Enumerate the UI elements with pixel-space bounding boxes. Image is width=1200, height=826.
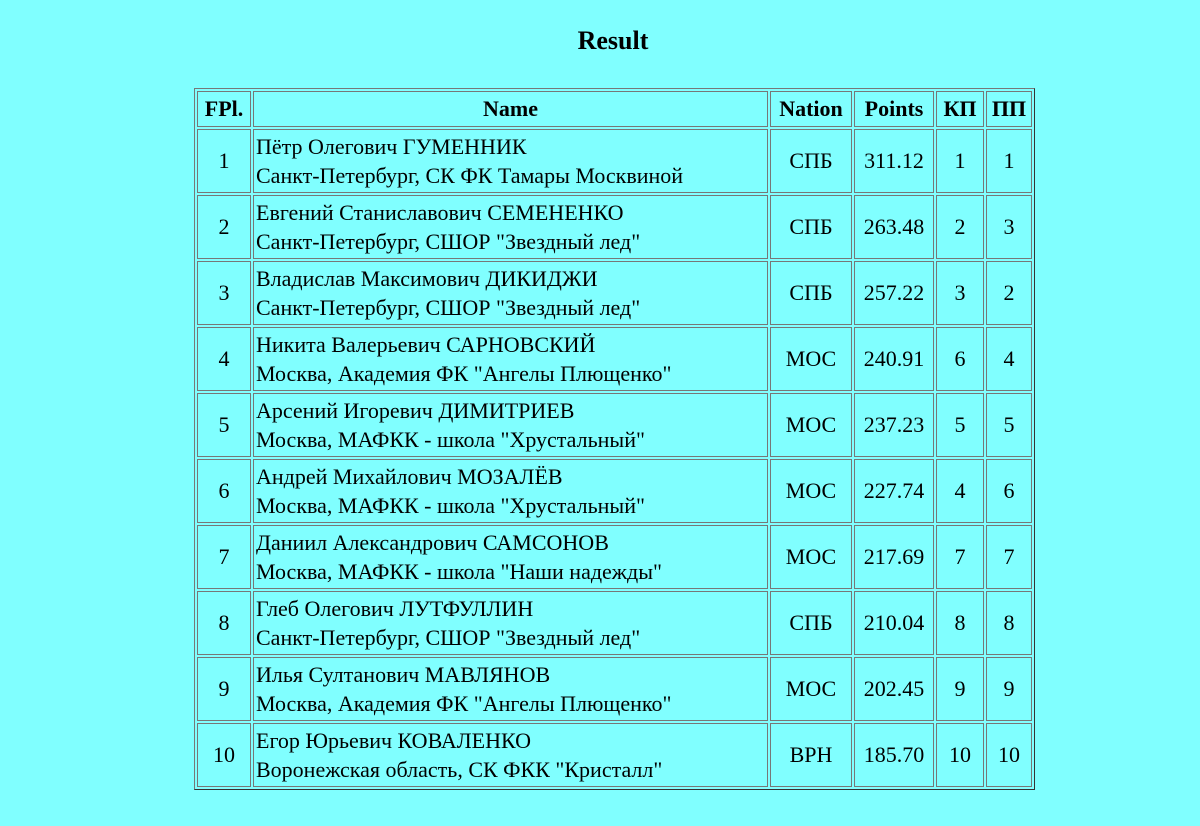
cell-kp: 2 — [936, 195, 984, 259]
cell-name — [253, 261, 768, 325]
cell-kp: 5 — [936, 393, 984, 457]
page-title: Result — [577, 26, 649, 55]
cell-pp: 1 — [986, 129, 1032, 193]
cell-pp: 9 — [986, 657, 1032, 721]
cell-fpl: 10 — [197, 723, 251, 787]
cell-points: 263.48 — [854, 195, 934, 259]
table-row — [197, 459, 1032, 523]
table-row — [197, 723, 1032, 787]
header-pp: ПП — [986, 91, 1032, 127]
skater-name: Никита Валерьевич САРНОВСКИЙ — [256, 332, 596, 357]
cell-fpl: 9 — [197, 657, 251, 721]
cell-fpl: 7 — [197, 525, 251, 589]
cell-name — [253, 525, 768, 589]
cell-kp: 7 — [936, 525, 984, 589]
cell-fpl: 5 — [197, 393, 251, 457]
cell-points: 311.12 — [854, 129, 934, 193]
header-kp: КП — [936, 91, 984, 127]
cell-nation: МОС — [770, 327, 852, 391]
skater-name: Глеб Олегович ЛУТФУЛЛИН — [256, 596, 534, 621]
cell-fpl: 8 — [197, 591, 251, 655]
table-row — [197, 261, 1032, 325]
cell-points: 185.70 — [854, 723, 934, 787]
cell-pp: 10 — [986, 723, 1032, 787]
cell-name — [253, 459, 768, 523]
cell-name — [253, 591, 768, 655]
cell-name — [253, 129, 768, 193]
cell-name — [253, 723, 768, 787]
cell-fpl: 1 — [197, 129, 251, 193]
cell-kp: 8 — [936, 591, 984, 655]
cell-kp: 3 — [936, 261, 984, 325]
skater-name: Владислав Максимович ДИКИДЖИ — [256, 266, 598, 291]
cell-points: 227.74 — [854, 459, 934, 523]
header-fpl: FPl. — [197, 91, 251, 127]
cell-kp: 9 — [936, 657, 984, 721]
cell-pp: 7 — [986, 525, 1032, 589]
cell-fpl: 4 — [197, 327, 251, 391]
cell-nation: МОС — [770, 393, 852, 457]
cell-nation: МОС — [770, 459, 852, 523]
skater-club: Москва, МАФКК - школа "Наши надежды" — [256, 559, 662, 584]
cell-nation: СПБ — [770, 261, 852, 325]
skater-name: Егор Юрьевич КОВАЛЕНКО — [256, 728, 531, 753]
cell-nation: СПБ — [770, 129, 852, 193]
cell-name — [253, 195, 768, 259]
skater-club: Москва, МАФКК - школа "Хрустальный" — [256, 427, 645, 452]
skater-name: Арсений Игоревич ДИМИТРИЕВ — [256, 398, 575, 423]
cell-pp: 3 — [986, 195, 1032, 259]
cell-kp: 1 — [936, 129, 984, 193]
skater-club: Санкт-Петербург, СШОР "Звездный лед" — [256, 625, 641, 650]
table-row — [197, 393, 1032, 457]
skater-club: Санкт-Петербург, СК ФК Тамары Москвиной — [256, 163, 684, 188]
cell-points: 237.23 — [854, 393, 934, 457]
cell-points: 257.22 — [854, 261, 934, 325]
table-body — [197, 129, 1032, 787]
table-header-row — [197, 91, 1032, 127]
cell-points: 202.45 — [854, 657, 934, 721]
cell-pp: 2 — [986, 261, 1032, 325]
skater-club: Воронежская область, СК ФКК "Кристалл" — [256, 757, 663, 782]
skater-name: Андрей Михайлович МОЗАЛЁВ — [256, 464, 563, 489]
header-name: Name — [253, 91, 768, 127]
cell-nation: СПБ — [770, 591, 852, 655]
skater-name: Евгений Станиславович СЕМЕНЕНКО — [256, 200, 624, 225]
skater-name: Илья Султанович МАВЛЯНОВ — [256, 662, 551, 687]
table-row — [197, 657, 1032, 721]
cell-name — [253, 393, 768, 457]
cell-pp: 8 — [986, 591, 1032, 655]
table-row — [197, 327, 1032, 391]
cell-nation: МОС — [770, 525, 852, 589]
cell-fpl: 3 — [197, 261, 251, 325]
skater-club: Санкт-Петербург, СШОР "Звездный лед" — [256, 229, 641, 254]
cell-nation: ВРН — [770, 723, 852, 787]
cell-nation: МОС — [770, 657, 852, 721]
cell-points: 210.04 — [854, 591, 934, 655]
skater-club: Москва, Академия ФК "Ангелы Плющенко" — [256, 361, 672, 386]
skater-name: Пётр Олегович ГУМЕННИК — [256, 134, 527, 159]
table-row — [197, 129, 1032, 193]
skater-club: Санкт-Петербург, СШОР "Звездный лед" — [256, 295, 641, 320]
cell-pp: 4 — [986, 327, 1032, 391]
skater-name: Даниил Александрович САМСОНОВ — [256, 530, 609, 555]
cell-name — [253, 327, 768, 391]
header-points: Points — [854, 91, 934, 127]
table-row — [197, 591, 1032, 655]
table-row — [197, 525, 1032, 589]
cell-points: 240.91 — [854, 327, 934, 391]
table-row — [197, 195, 1032, 259]
skater-club: Москва, МАФКК - школа "Хрустальный" — [256, 493, 645, 518]
cell-name — [253, 657, 768, 721]
cell-points: 217.69 — [854, 525, 934, 589]
cell-pp: 5 — [986, 393, 1032, 457]
results-table — [194, 88, 1035, 790]
cell-kp: 10 — [936, 723, 984, 787]
cell-nation: СПБ — [770, 195, 852, 259]
cell-fpl: 2 — [197, 195, 251, 259]
skater-club: Москва, Академия ФК "Ангелы Плющенко" — [256, 691, 672, 716]
cell-pp: 6 — [986, 459, 1032, 523]
cell-kp: 4 — [936, 459, 984, 523]
header-nation: Nation — [770, 91, 852, 127]
cell-kp: 6 — [936, 327, 984, 391]
cell-fpl: 6 — [197, 459, 251, 523]
